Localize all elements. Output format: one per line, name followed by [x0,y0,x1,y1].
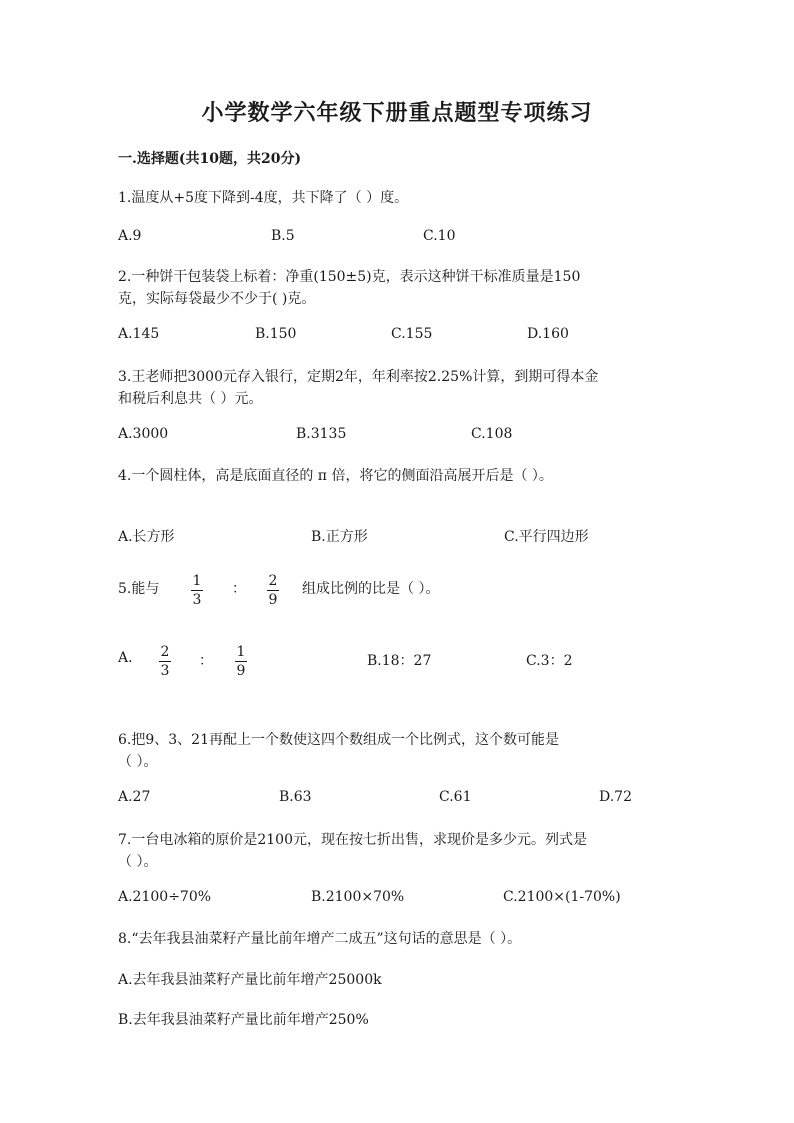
question-7-option-b: B.2100×70% [311,889,405,905]
question-7-option-c: C.2100×(1-70%) [503,889,621,905]
question-8-option-a: A.去年我县油菜籽产量比前年增产25000k [118,972,382,988]
fraction-bar [159,661,171,662]
question-4-option-c: C.平行四边形 [504,529,589,545]
question-5-stem-prefix: 5.能与 [118,581,160,597]
question-5-fraction-2 [267,573,279,608]
question-5-option-b: B.18：27 [367,653,432,669]
question-1-option-a: A.9 [118,228,142,244]
question-2-option-d: D.160 [527,326,569,342]
question-7-option-a: A.2100÷70% [118,889,212,905]
question-2-stem-line-2: 克，实际每袋最少不少于( )克。 [118,291,316,307]
question-5-colon: ： [232,581,246,597]
question-3-option-c: C.108 [471,426,513,442]
question-2-option-a: A.145 [118,326,160,342]
fraction-numerator: 1 [192,573,202,589]
question-6-stem-line-1: 6.把9、3、21再配上一个数使这四个数组成一个比例式，这个数可能是 [118,732,559,748]
question-3-option-a: A.3000 [118,426,169,442]
question-5-option-a-label: A. [118,650,133,666]
question-8-option-b: B.去年我县油菜籽产量比前年增产250% [118,1012,369,1028]
question-6-stem-line-2: （ ）。 [118,754,158,770]
question-4-option-b: B.正方形 [311,529,368,545]
question-5-option-a-fraction-2 [235,644,247,679]
question-6-option-a: A.27 [118,789,151,805]
question-5-option-a-colon: ： [199,653,213,669]
question-5-stem-suffix: 组成比例的比是（ ）。 [302,581,440,597]
fraction-numerator: 2 [160,644,170,660]
fraction-denominator: 3 [160,663,170,679]
question-1-option-c: C.10 [423,228,456,244]
question-4-option-a: A.长方形 [118,529,175,545]
question-5-option-c: C.3：2 [526,653,573,669]
question-2-stem-line-1: 2.一种饼干包装袋上标着：净重(150±5)克，表示这种饼干标准质量是150 [118,269,581,285]
question-3-stem-line-1: 3.王老师把3000元存入银行，定期2年，年利率按2.25%计算，到期可得本金 [118,369,599,385]
question-1-stem: 1.温度从+5度下降到-4度，共下降了（ ）度。 [118,190,409,206]
question-3-stem-line-2: 和税后利息共（ ）元。 [118,391,263,407]
fraction-numerator: 1 [236,644,246,660]
question-4-stem: 4.一个圆柱体，高是底面直径的 π 倍，将它的侧面沿高展开后是（ ）。 [118,468,553,484]
question-1-option-b: B.5 [271,228,295,244]
question-8-stem: 8.“去年我县油菜籽产量比前年增产二成五”这句话的意思是（ ）。 [118,931,522,947]
question-7-stem-line-2: （ ）。 [118,854,158,870]
question-3-option-b: B.3135 [296,426,347,442]
page-title: 小学数学六年级下册重点题型专项练习 [201,100,593,126]
question-6-option-b: B.63 [279,789,312,805]
question-2-option-c: C.155 [391,326,433,342]
fraction-numerator: 2 [268,573,278,589]
question-5-option-a-fraction-1 [159,644,171,679]
fraction-bar [267,590,279,591]
fraction-denominator: 9 [268,592,278,608]
question-6-option-d: D.72 [599,789,632,805]
fraction-bar [191,590,203,591]
fraction-bar [235,661,247,662]
section-heading: 一.选择题(共10题，共20分) [118,151,302,167]
question-7-stem-line-1: 7.一台电冰箱的原价是2100元，现在按七折出售，求现价是多少元。列式是 [118,832,587,848]
question-6-option-c: C.61 [439,789,472,805]
fraction-denominator: 9 [236,663,246,679]
question-5-fraction-1 [191,573,203,608]
fraction-denominator: 3 [192,592,202,608]
question-2-option-b: B.150 [255,326,297,342]
